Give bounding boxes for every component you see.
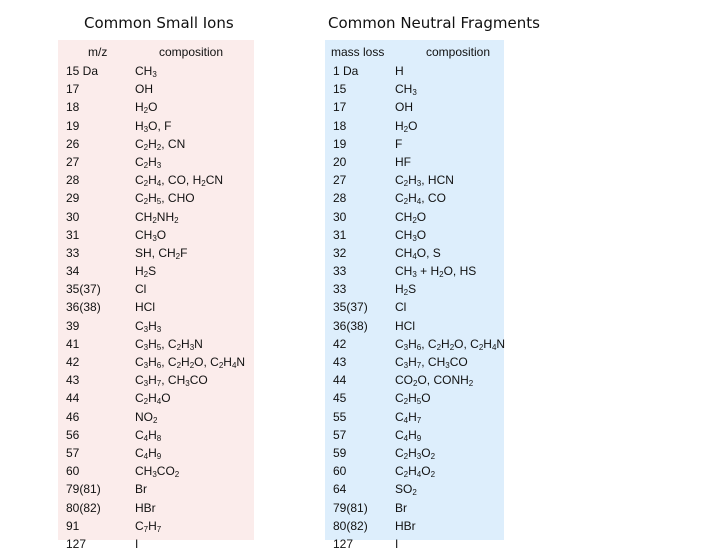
mass-value: 29	[66, 191, 80, 206]
composition-value: $CH_4O$, S	[395, 245, 441, 261]
table-row	[58, 517, 254, 535]
table-row	[58, 62, 254, 80]
mass-loss-column-header: mass loss	[331, 45, 385, 59]
table-row	[58, 317, 254, 335]
neutral-fragments-table	[325, 40, 506, 551]
composition-value: SH, $CH_2F$	[135, 245, 188, 261]
table-row	[58, 426, 254, 444]
table-row	[325, 117, 504, 135]
mass-value: 17	[333, 100, 347, 115]
mass-value: 33	[333, 282, 347, 297]
table-row	[58, 153, 254, 171]
composition-value: $H_2O$	[135, 100, 158, 116]
composition-value: $C_3H_6$, $C_2H_2O$, $C_2H_4N$	[135, 355, 246, 370]
mass-value: 36(38)	[66, 300, 101, 315]
mass-value: 91	[66, 518, 80, 533]
table-row	[58, 535, 254, 553]
mass-value: 55	[333, 409, 347, 424]
table-row	[325, 426, 504, 444]
composition-value: $C_2H_5O$	[395, 391, 431, 407]
mass-value: 46	[66, 409, 80, 424]
table-row	[58, 298, 254, 316]
composition-value: $H_3O$, F	[135, 118, 172, 134]
table-row	[58, 135, 254, 153]
small-ions-table	[58, 40, 254, 551]
table-row	[58, 171, 254, 189]
mass-value: 35(37)	[333, 300, 368, 315]
mass-value: 15	[333, 82, 347, 97]
mass-value: 35(37)	[66, 282, 101, 297]
composition-value: HCl	[395, 318, 415, 333]
composition-value: $C_2H_4$, CO, $H_2CN$	[135, 173, 224, 189]
mass-value: 1 Da	[333, 64, 359, 78]
composition-value: $C_2H_4O_2$	[395, 464, 436, 480]
table-row	[58, 408, 254, 426]
mass-value: 18	[66, 100, 80, 115]
table-row	[325, 171, 504, 189]
mass-value: 80(82)	[333, 518, 368, 533]
composition-value: $C_4H_7$	[395, 409, 422, 425]
small-ions-rows	[58, 62, 254, 553]
mz-column-header: m/z	[88, 45, 108, 59]
composition-value: $C_4H_9$	[395, 427, 422, 443]
table-row	[325, 389, 504, 407]
table-row	[325, 153, 504, 171]
mass-value: 60	[333, 464, 347, 479]
small-ions-title: Common Small Ions	[84, 14, 234, 32]
table-row	[58, 335, 254, 353]
composition-value: $H_2O$	[395, 118, 418, 134]
mass-value: 44	[66, 391, 80, 406]
composition-value: OH	[395, 100, 413, 115]
mass-value: 80(82)	[66, 500, 101, 515]
mass-value: 43	[66, 373, 80, 388]
mass-value: 56	[66, 427, 80, 442]
composition-value: $C_2H_4O$	[135, 391, 171, 407]
composition-value: Cl	[395, 300, 407, 315]
composition-column-header: composition	[426, 45, 491, 59]
composition-value: $C_7H_7$	[135, 518, 162, 534]
composition-value: $C_2H_3O_2$	[395, 445, 436, 461]
mass-value: 20	[333, 154, 347, 169]
table-row	[325, 62, 504, 80]
table-row	[58, 444, 254, 462]
table-row	[58, 117, 254, 135]
mass-value: 42	[66, 355, 80, 369]
mass-value: 64	[333, 482, 347, 497]
table-row	[325, 280, 504, 298]
table-row	[325, 189, 504, 207]
table-row	[58, 280, 254, 298]
mass-value: 15 Da	[66, 64, 99, 78]
composition-value: $CH_3O$	[395, 227, 427, 243]
composition-value: $NO_2$	[135, 409, 158, 425]
composition-value: $C_2H_5$, CHO	[135, 191, 195, 207]
table-row	[58, 80, 254, 98]
mass-value: 27	[66, 154, 80, 169]
table-row	[58, 353, 254, 371]
composition-value: $H_2S$	[135, 264, 157, 280]
mass-value: 30	[333, 209, 347, 224]
composition-value: F	[395, 136, 403, 151]
table-row	[58, 462, 254, 480]
composition-value: Br	[135, 482, 147, 497]
mass-value: 36(38)	[333, 318, 368, 333]
mass-value: 31	[333, 227, 347, 242]
composition-value: HF	[395, 154, 411, 169]
mass-value: 32	[333, 245, 347, 260]
mass-value: 39	[66, 318, 80, 333]
mass-value: 57	[66, 445, 80, 460]
table-row	[58, 226, 254, 244]
table-row	[325, 98, 504, 116]
table-row	[58, 480, 254, 498]
composition-value: $CH_3 + H_2O$, HS	[395, 264, 477, 280]
composition-value: $C_3H_7$, $CH_3CO$	[395, 355, 468, 370]
composition-value: $C_3H_6$, $C_2H_2O$, $C_2H_4N$	[395, 336, 506, 352]
table-row	[58, 262, 254, 280]
composition-value: $C_4H_9$	[135, 445, 162, 461]
composition-value: HBr	[395, 518, 416, 533]
mass-value: 42	[333, 336, 347, 351]
table-row	[58, 371, 254, 389]
table-row	[325, 444, 504, 462]
mass-value: 79(81)	[66, 482, 101, 497]
composition-value: $C_2H_4$, CO	[395, 191, 446, 207]
mass-value: 60	[66, 464, 80, 479]
composition-value: $CH_3CO_2$	[135, 464, 180, 480]
table-row	[325, 462, 504, 480]
mass-value: 17	[66, 82, 80, 97]
mass-value: 33	[333, 264, 347, 279]
composition-value: $C_4H_8$	[135, 427, 162, 443]
table-row	[325, 135, 504, 153]
composition-value: $SO_2$	[395, 482, 417, 498]
mass-value: 30	[66, 209, 80, 224]
composition-value: $CO_2O$, $CONH_2$	[395, 373, 474, 389]
neutral-fragments-rows	[325, 62, 504, 553]
table-row	[325, 244, 504, 262]
mass-value: 19	[333, 136, 347, 151]
mass-value: 33	[66, 245, 80, 260]
table-row	[58, 98, 254, 116]
mass-value: 57	[333, 427, 347, 442]
mass-value: 19	[66, 118, 80, 133]
composition-value: $CH_2NH_2$	[135, 209, 179, 225]
table-row	[325, 408, 504, 426]
table-row	[325, 335, 504, 353]
mass-value: 127	[66, 536, 87, 551]
table-row	[325, 517, 504, 535]
table-row	[325, 226, 504, 244]
composition-value: $CH_2O$	[395, 209, 427, 225]
table-row	[325, 80, 504, 98]
mass-value: 18	[333, 118, 347, 133]
table-row	[325, 208, 504, 226]
mass-value: 59	[333, 445, 347, 460]
mass-value: 34	[66, 264, 80, 279]
table-row	[325, 298, 504, 316]
table-row	[325, 262, 504, 280]
table-row	[325, 371, 504, 389]
table-row	[325, 480, 504, 498]
table-row	[58, 389, 254, 407]
mass-value: 79(81)	[333, 500, 368, 515]
composition-value: $CH_3$	[395, 82, 417, 98]
table-row	[325, 353, 504, 371]
table-row	[58, 244, 254, 262]
composition-value: $C_2H_2$, CN	[135, 136, 186, 152]
composition-value: HBr	[135, 500, 156, 515]
composition-value: I	[395, 536, 399, 551]
table-row	[58, 208, 254, 226]
composition-value: H	[395, 64, 404, 78]
composition-value: $CH_3O$	[135, 227, 167, 243]
neutral-fragments-title: Common Neutral Fragments	[328, 14, 540, 32]
mass-value: 31	[66, 227, 80, 242]
composition-value: $C_3H_3$	[135, 318, 162, 334]
table-row	[325, 499, 504, 517]
table-row	[58, 189, 254, 207]
mass-value: 41	[66, 336, 80, 351]
mass-value: 44	[333, 373, 347, 388]
composition-value: $H_2S$	[395, 282, 417, 298]
mass-value: 28	[333, 191, 347, 206]
mass-value: 28	[66, 173, 80, 188]
mass-value: 127	[333, 536, 354, 551]
composition-value: $C_2H_3$, HCN	[395, 173, 454, 189]
composition-column-header: composition	[159, 45, 224, 59]
mass-value: 45	[333, 391, 347, 406]
composition-value: I	[135, 536, 139, 551]
composition-value: $C_2H_3$	[135, 154, 162, 170]
mass-value: 27	[333, 173, 347, 188]
mass-value: 43	[333, 355, 347, 369]
composition-value: HCl	[135, 300, 155, 315]
composition-value: $C_3H_7$, $CH_3CO$	[135, 373, 208, 389]
composition-value: OH	[135, 82, 153, 97]
mass-value: 26	[66, 136, 80, 151]
table-row	[325, 317, 504, 335]
composition-value: Br	[395, 500, 407, 515]
table-row	[58, 499, 254, 517]
composition-value: Cl	[135, 282, 147, 297]
table-row	[325, 535, 504, 553]
composition-value: $C_3H_5$, $C_2H_3N$	[135, 336, 203, 352]
composition-value: $CH_3$	[135, 64, 157, 79]
